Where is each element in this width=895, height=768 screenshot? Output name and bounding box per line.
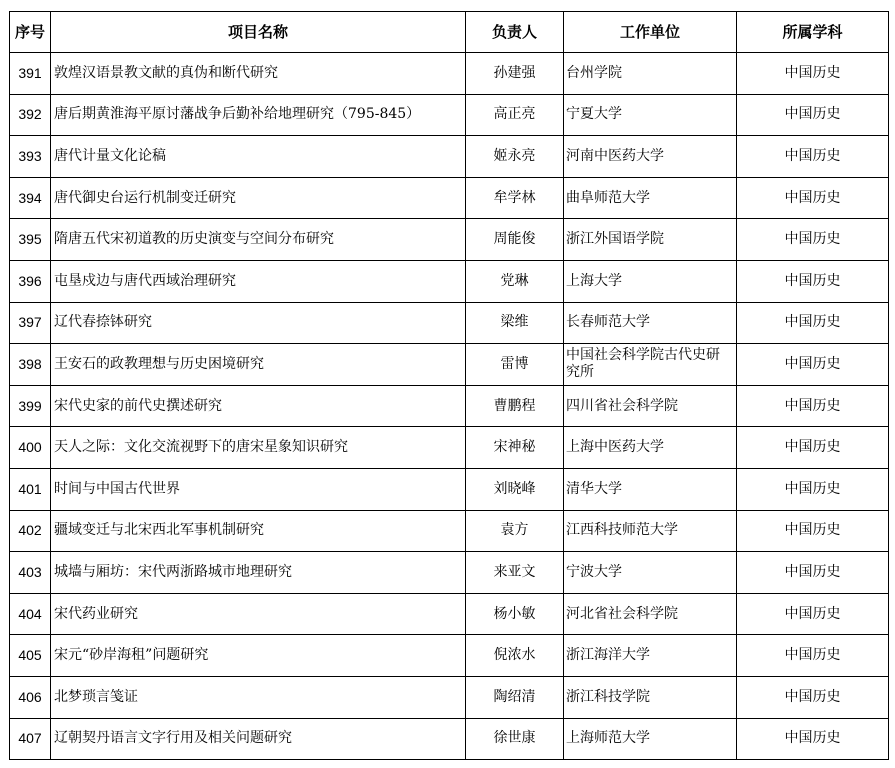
cell-person: 倪浓水 bbox=[466, 635, 564, 677]
cell-subject: 中国历史 bbox=[737, 385, 889, 427]
cell-unit: 浙江科技学院 bbox=[564, 676, 737, 718]
cell-person: 牟学林 bbox=[466, 177, 564, 219]
cell-no: 393 bbox=[10, 136, 51, 178]
cell-subject: 中国历史 bbox=[737, 510, 889, 552]
cell-subject: 中国历史 bbox=[737, 552, 889, 594]
cell-person: 袁方 bbox=[466, 510, 564, 552]
header-person: 负责人 bbox=[466, 12, 564, 53]
cell-subject: 中国历史 bbox=[737, 427, 889, 469]
cell-title: 宋元“砂岸海租”问题研究 bbox=[51, 635, 466, 677]
cell-unit: 中国社会科学院古代史研究所 bbox=[564, 344, 737, 386]
header-unit: 工作单位 bbox=[564, 12, 737, 53]
cell-subject: 中国历史 bbox=[737, 344, 889, 386]
cell-unit: 上海师范大学 bbox=[564, 718, 737, 760]
cell-no: 398 bbox=[10, 344, 51, 386]
cell-person: 刘晓峰 bbox=[466, 468, 564, 510]
cell-title: 唐代计量文化论稿 bbox=[51, 136, 466, 178]
cell-person: 雷博 bbox=[466, 344, 564, 386]
cell-title: 辽朝契丹语言文字行用及相关问题研究 bbox=[51, 718, 466, 760]
cell-title: 北梦琐言笺证 bbox=[51, 676, 466, 718]
table-row bbox=[10, 552, 889, 594]
cell-unit: 河南中医药大学 bbox=[564, 136, 737, 178]
project-table bbox=[9, 11, 889, 760]
cell-no: 401 bbox=[10, 468, 51, 510]
cell-subject: 中国历史 bbox=[737, 219, 889, 261]
cell-person: 徐世康 bbox=[466, 718, 564, 760]
table-row bbox=[10, 302, 889, 344]
cell-no: 400 bbox=[10, 427, 51, 469]
cell-title: 唐代御史台运行机制变迁研究 bbox=[51, 177, 466, 219]
cell-title: 王安石的政教理想与历史困境研究 bbox=[51, 344, 466, 386]
cell-unit: 江西科技师范大学 bbox=[564, 510, 737, 552]
cell-person: 孙建强 bbox=[466, 53, 564, 95]
cell-subject: 中国历史 bbox=[737, 635, 889, 677]
cell-title: 时间与中国古代世界 bbox=[51, 468, 466, 510]
cell-person: 曹鹏程 bbox=[466, 385, 564, 427]
table-row bbox=[10, 468, 889, 510]
cell-title: 城墙与厢坊：宋代两浙路城市地理研究 bbox=[51, 552, 466, 594]
cell-no: 399 bbox=[10, 385, 51, 427]
table-row bbox=[10, 510, 889, 552]
cell-no: 392 bbox=[10, 94, 51, 136]
cell-title: 唐后期黄淮海平原讨藩战争后勤补给地理研究（795-845） bbox=[51, 94, 466, 136]
cell-person: 来亚文 bbox=[466, 552, 564, 594]
cell-no: 395 bbox=[10, 219, 51, 261]
cell-person: 姬永亮 bbox=[466, 136, 564, 178]
cell-subject: 中国历史 bbox=[737, 302, 889, 344]
table-row bbox=[10, 593, 889, 635]
table-row bbox=[10, 427, 889, 469]
table-row bbox=[10, 385, 889, 427]
cell-subject: 中国历史 bbox=[737, 593, 889, 635]
header-row bbox=[10, 12, 889, 53]
cell-unit: 河北省社会科学院 bbox=[564, 593, 737, 635]
cell-subject: 中国历史 bbox=[737, 260, 889, 302]
cell-title: 疆域变迁与北宋西北军事机制研究 bbox=[51, 510, 466, 552]
cell-subject: 中国历史 bbox=[737, 676, 889, 718]
cell-subject: 中国历史 bbox=[737, 53, 889, 95]
cell-no: 406 bbox=[10, 676, 51, 718]
cell-person: 陶绍清 bbox=[466, 676, 564, 718]
cell-subject: 中国历史 bbox=[737, 718, 889, 760]
cell-person: 宋神秘 bbox=[466, 427, 564, 469]
cell-unit: 宁波大学 bbox=[564, 552, 737, 594]
table-row bbox=[10, 260, 889, 302]
cell-subject: 中国历史 bbox=[737, 94, 889, 136]
cell-title: 宋代药业研究 bbox=[51, 593, 466, 635]
cell-no: 391 bbox=[10, 53, 51, 95]
cell-no: 404 bbox=[10, 593, 51, 635]
table-row bbox=[10, 676, 889, 718]
cell-no: 407 bbox=[10, 718, 51, 760]
cell-unit: 清华大学 bbox=[564, 468, 737, 510]
cell-subject: 中国历史 bbox=[737, 177, 889, 219]
table-row bbox=[10, 53, 889, 95]
table-row bbox=[10, 635, 889, 677]
cell-person: 梁维 bbox=[466, 302, 564, 344]
table-row bbox=[10, 344, 889, 386]
cell-no: 403 bbox=[10, 552, 51, 594]
cell-subject: 中国历史 bbox=[737, 136, 889, 178]
table-row bbox=[10, 718, 889, 760]
cell-title: 隋唐五代宋初道教的历史演变与空间分布研究 bbox=[51, 219, 466, 261]
table-row bbox=[10, 136, 889, 178]
header-no: 序号 bbox=[10, 12, 51, 53]
cell-unit: 台州学院 bbox=[564, 53, 737, 95]
cell-unit: 宁夏大学 bbox=[564, 94, 737, 136]
cell-no: 396 bbox=[10, 260, 51, 302]
cell-no: 394 bbox=[10, 177, 51, 219]
cell-unit: 浙江外国语学院 bbox=[564, 219, 737, 261]
cell-subject: 中国历史 bbox=[737, 468, 889, 510]
cell-person: 党琳 bbox=[466, 260, 564, 302]
cell-unit: 上海大学 bbox=[564, 260, 737, 302]
cell-no: 405 bbox=[10, 635, 51, 677]
cell-unit: 曲阜师范大学 bbox=[564, 177, 737, 219]
cell-person: 周能俊 bbox=[466, 219, 564, 261]
cell-no: 397 bbox=[10, 302, 51, 344]
cell-person: 高正亮 bbox=[466, 94, 564, 136]
cell-unit: 上海中医药大学 bbox=[564, 427, 737, 469]
header-title: 项目名称 bbox=[51, 12, 466, 53]
cell-title: 辽代春捺钵研究 bbox=[51, 302, 466, 344]
cell-person: 杨小敏 bbox=[466, 593, 564, 635]
cell-unit: 四川省社会科学院 bbox=[564, 385, 737, 427]
cell-unit: 浙江海洋大学 bbox=[564, 635, 737, 677]
cell-title: 屯垦戍边与唐代西域治理研究 bbox=[51, 260, 466, 302]
cell-unit: 长春师范大学 bbox=[564, 302, 737, 344]
header-subject: 所属学科 bbox=[737, 12, 889, 53]
cell-title: 敦煌汉语景教文献的真伪和断代研究 bbox=[51, 53, 466, 95]
cell-title: 天人之际：文化交流视野下的唐宋星象知识研究 bbox=[51, 427, 466, 469]
table-row bbox=[10, 219, 889, 261]
table-row bbox=[10, 177, 889, 219]
cell-title: 宋代史家的前代史撰述研究 bbox=[51, 385, 466, 427]
cell-no: 402 bbox=[10, 510, 51, 552]
table-row bbox=[10, 94, 889, 136]
